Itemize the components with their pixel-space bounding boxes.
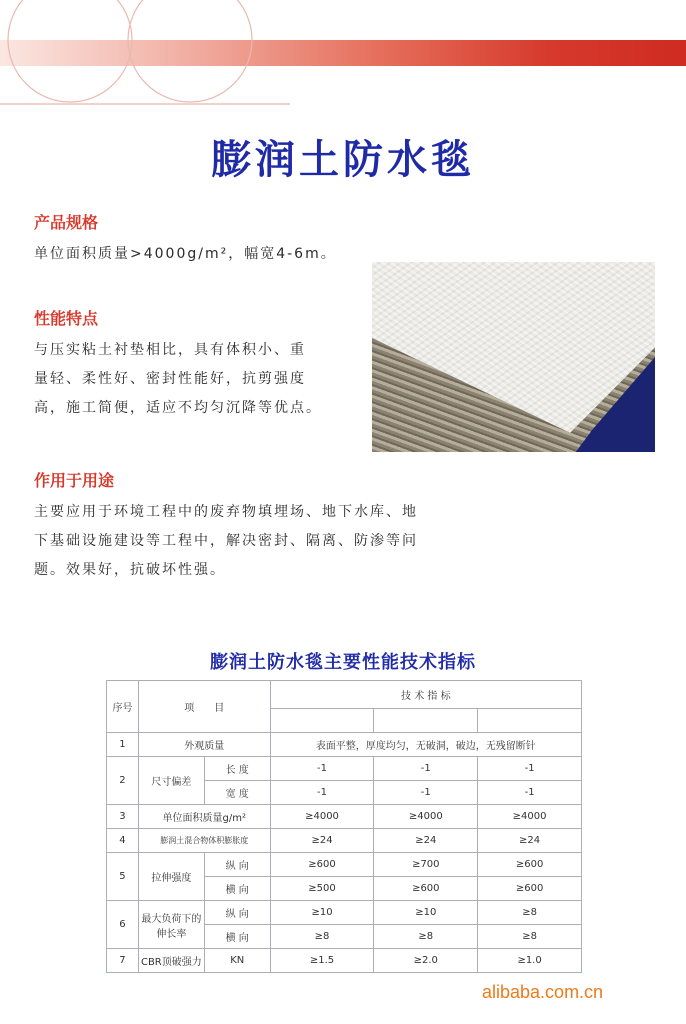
- row-value: ≥1.5: [270, 949, 374, 973]
- features-line: 与压实粘土衬垫相比，具有体积小、重: [34, 342, 306, 358]
- row-item: 膨润土混合物体积膨胀度: [138, 829, 270, 853]
- row-subitem: 纵 向: [204, 853, 270, 877]
- features-line: 高，施工简便，适应不均匀沉降等优点。: [34, 400, 322, 416]
- row-value: ≥600: [270, 853, 374, 877]
- row-value: ≥700: [374, 853, 478, 877]
- row-value: ≥24: [270, 829, 374, 853]
- row-no: 6: [107, 901, 139, 949]
- header-no: 序号: [107, 681, 139, 733]
- usage-line: 下基础设施建设等工程中，解决密封、隔离、防渗等问: [34, 533, 418, 549]
- row-value: ≥1.0: [478, 949, 582, 973]
- spec-table: [106, 680, 582, 973]
- row-subitem: 横 向: [204, 877, 270, 901]
- row-subitem: 纵 向: [204, 901, 270, 925]
- row-value: ≥8: [270, 925, 374, 949]
- row-item: 拉伸强度: [138, 853, 204, 901]
- row-value: ≥600: [478, 877, 582, 901]
- row-item: 尺寸偏差: [138, 757, 204, 805]
- row-value: -1: [374, 781, 478, 805]
- table-cell: [270, 709, 374, 733]
- row-value: ≥4000: [374, 805, 478, 829]
- row-merged-value: 表面平整，厚度均匀，无破洞，破边，无残留断针: [270, 733, 581, 757]
- row-no: 1: [107, 733, 139, 757]
- row-value: ≥10: [270, 901, 374, 925]
- features-text: [34, 336, 322, 423]
- features-heading: 性能特点: [34, 309, 99, 328]
- row-item: CBR顶破强力: [138, 949, 204, 973]
- row-value: ≥8: [374, 925, 478, 949]
- spec-heading: 产品规格: [34, 213, 99, 232]
- row-value: ≥600: [478, 853, 582, 877]
- row-value: ≥8: [478, 901, 582, 925]
- row-value: ≥24: [478, 829, 582, 853]
- row-value: -1: [270, 757, 374, 781]
- row-no: 7: [107, 949, 139, 973]
- table-cell: [478, 709, 582, 733]
- row-no: 3: [107, 805, 139, 829]
- row-value: ≥8: [478, 925, 582, 949]
- row-no: 2: [107, 757, 139, 805]
- alibaba-logo[interactable]: alibaba.com.cn: [482, 982, 604, 1002]
- row-value: -1: [478, 781, 582, 805]
- row-value: ≥500: [270, 877, 374, 901]
- row-unit: KN: [204, 949, 270, 973]
- row-item: 外观质量: [138, 733, 270, 757]
- row-value: ≥24: [374, 829, 478, 853]
- features-line: 量轻、柔性好、密封性能好，抗剪强度: [34, 371, 306, 387]
- row-subitem: 宽 度: [204, 781, 270, 805]
- row-no: 5: [107, 853, 139, 901]
- row-value: ≥600: [374, 877, 478, 901]
- row-value: ≥4000: [270, 805, 374, 829]
- table-cell: [374, 709, 478, 733]
- row-subitem: 横 向: [204, 925, 270, 949]
- row-value: -1: [374, 757, 478, 781]
- row-item: 最大负荷下的伸长率: [138, 901, 204, 949]
- row-no: 4: [107, 829, 139, 853]
- product-photo: [372, 262, 655, 452]
- table-title: 膨润土防水毯主要性能技术指标: [210, 652, 476, 673]
- usage-heading: 作用于用途: [34, 471, 115, 490]
- decorative-circles: [0, 0, 300, 110]
- usage-line: 题。效果好，抗破坏性强。: [34, 562, 226, 578]
- row-value: -1: [478, 757, 582, 781]
- usage-text: [34, 498, 418, 585]
- row-value: ≥10: [374, 901, 478, 925]
- spec-text: 单位面积质量>4000g/m²，幅宽4-6m。: [34, 246, 337, 262]
- row-subitem: 长 度: [204, 757, 270, 781]
- page-title: 膨润土防水毯: [211, 136, 475, 183]
- header-spec: 技 术 指 标: [270, 681, 581, 709]
- row-value: ≥4000: [478, 805, 582, 829]
- row-item: 单位面积质量g/m²: [138, 805, 270, 829]
- row-value: ≥2.0: [374, 949, 478, 973]
- usage-line: 主要应用于环境工程中的废弃物填埋场、地下水库、地: [34, 504, 418, 520]
- header-item: 项 目: [138, 681, 270, 733]
- row-value: -1: [270, 781, 374, 805]
